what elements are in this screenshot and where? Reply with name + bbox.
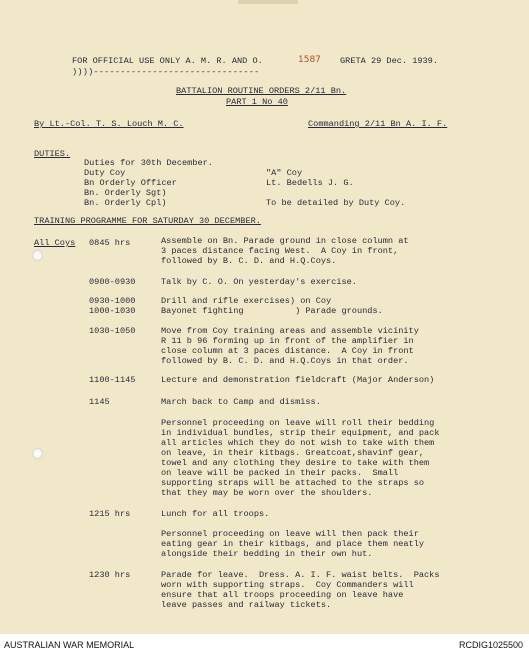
programme-time: 0930-1000 xyxy=(89,296,136,306)
footer-source: AUSTRALIAN WAR MEMORIAL xyxy=(4,640,135,650)
duty-value: Lt. Bedells J. G. xyxy=(266,178,354,188)
by-line: By Lt.-Col. T. S. Louch M. C. xyxy=(34,119,184,129)
training-heading: TRAINING PROGRAMME FOR SATURDAY 30 DECEMBER. xyxy=(34,216,261,226)
programme-time: 0900-0930 xyxy=(89,277,136,287)
programme-text: R 11 b 96 forming up in front of the amplifier in xyxy=(161,336,414,346)
programme-time: 1215 hrs xyxy=(89,509,131,519)
duty-label: Duty Coy xyxy=(84,168,126,178)
programme-text: leave passes and railway tickets. xyxy=(161,600,332,610)
handwritten-number: 1587 xyxy=(298,55,321,65)
programme-text: Talk by C. O. On yesterday's exercise. xyxy=(161,277,357,287)
orders-title: BATTALION ROUTINE ORDERS 2/11 Bn. xyxy=(176,86,347,96)
programme-text: worn with supporting straps. Coy Commanders will xyxy=(161,580,414,590)
official-use-line: FOR OFFICIAL USE ONLY A. M. R. AND O. xyxy=(72,56,263,66)
duty-value: "A" Coy xyxy=(266,168,303,178)
duty-label: Bn. Orderly Sgt) xyxy=(84,188,167,198)
punch-hole xyxy=(32,448,43,459)
programme-time: 1030-1050 xyxy=(89,326,136,336)
duty-value: To be detailed by Duty Coy. xyxy=(266,198,406,208)
programme-time: 1100-1145 xyxy=(89,375,136,385)
duty-label: Bn Orderly Officer xyxy=(84,178,177,188)
programme-text: that they may be worn over the shoulders. xyxy=(161,488,373,498)
programme-text: Personnel proceeding on leave will roll their bedding xyxy=(161,418,435,428)
programme-text: Lunch for all troops. xyxy=(161,509,270,519)
programme-text: Assemble on Bn. Parade ground in close column at xyxy=(161,236,409,246)
programme-text: on leave will be packed in their packs. Small xyxy=(161,468,399,478)
programme-text: close column at 3 paces distance. A Coy in front xyxy=(161,346,414,356)
programme-text: Personnel proceeding on leave will then pack their xyxy=(161,529,419,539)
footer-id: RCDIG1025500 xyxy=(458,640,523,650)
paper-clip-mark xyxy=(238,0,298,4)
orders-part: PART 1 No 40 xyxy=(226,97,288,107)
programme-text: eating gear in their kitbags, and place them neatly xyxy=(161,539,425,549)
programme-text: 3 paces distance facing West. A Coy in front, xyxy=(161,246,399,256)
header-dashes: ))))------------------------------- xyxy=(72,67,260,77)
programme-text: ensure that all troops proceeding on leave have xyxy=(161,590,404,600)
programme-text: in individual bundles, strip their equipment, and pack xyxy=(161,428,440,438)
programme-text: followed by B. C. D. and H.Q.Coys. xyxy=(161,256,337,266)
duties-heading: DUTIES. xyxy=(34,149,71,159)
duty-label: Bn. Orderly Cpl) xyxy=(84,198,167,208)
programme-text: alongside their bedding in their own hut. xyxy=(161,549,373,559)
programme-text: supporting straps will be attached to the straps so xyxy=(161,478,425,488)
programme-text: on leave, in their kitbags. Greatcoat,shavinf gear, xyxy=(161,448,425,458)
programme-time: 0845 hrs xyxy=(89,238,131,248)
programme-text: Move from Coy training areas and assemble vicinity xyxy=(161,326,419,336)
place-date: GRETA 29 Dec. 1939. xyxy=(340,56,438,66)
programme-time: 1145 xyxy=(89,397,110,407)
programme-time: 1230 hrs xyxy=(89,570,131,580)
programme-text: towel and any clothing they desire to take with them xyxy=(161,458,430,468)
programme-text: all articles which they do not wish to take with them xyxy=(161,438,435,448)
programme-text: Bayonet fighting ) Parade grounds. xyxy=(161,306,383,316)
programme-text: Lecture and demonstration fieldcraft (Major Anderson) xyxy=(161,375,435,385)
duties-subheading: Duties for 30th December. xyxy=(84,158,213,168)
programme-text: March back to Camp and dismiss. xyxy=(161,397,321,407)
all-coys-label: All Coys xyxy=(34,238,76,248)
programme-text: Drill and rifle exercises) on Coy xyxy=(161,296,332,306)
punch-hole xyxy=(32,250,43,261)
programme-text: followed by B. C. D. and H.Q.Coys in that order. xyxy=(161,356,409,366)
commanding-line: Commanding 2/11 Bn A. I. F. xyxy=(308,119,448,129)
programme-time: 1000-1030 xyxy=(89,306,136,316)
programme-text: Parade for leave. Dress. A. I. F. waist belts. Packs xyxy=(161,570,440,580)
